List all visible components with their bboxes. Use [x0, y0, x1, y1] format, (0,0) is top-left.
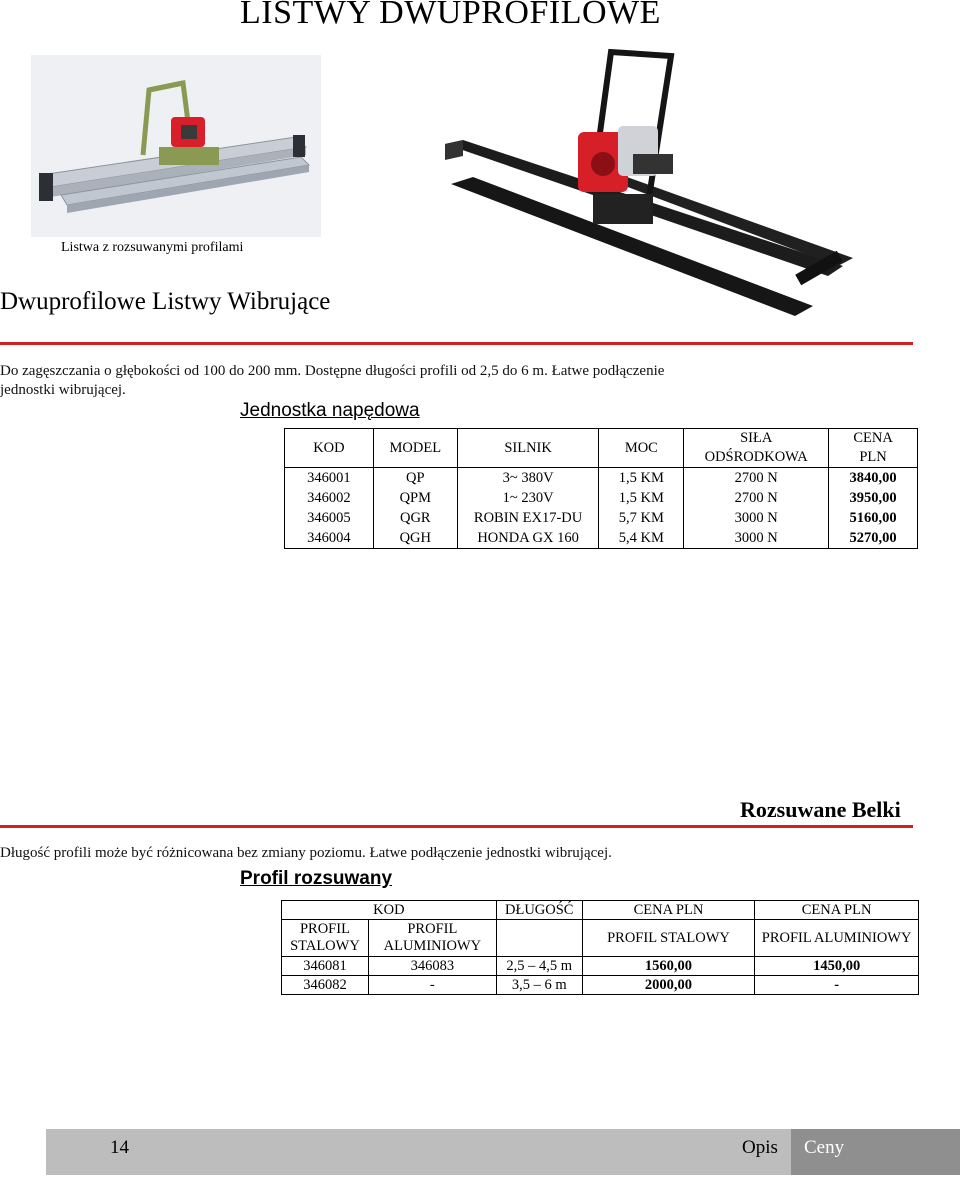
- photo-caption: Listwa z rozsuwanymi profilami: [61, 240, 244, 255]
- table-subtitle: Profil rozsuwany: [240, 868, 393, 889]
- table-row: 346001 QP 3~ 380V 1,5 KM 2700 N 3840,00: [285, 468, 918, 489]
- table-row: 346005 QGR ROBIN EX17-DU 5,7 KM 3000 N 5160,00: [285, 508, 918, 528]
- divider: [0, 825, 913, 828]
- table-row: 346081 346083 2,5 – 4,5 m 1560,00 1450,00: [282, 957, 919, 976]
- screed-machine-illustration-black: [443, 44, 855, 329]
- table-row: 346004 QGH HONDA GX 160 5,4 KM 3000 N 5270,00: [285, 528, 918, 549]
- page-number: 14: [110, 1137, 129, 1158]
- column-header: DŁUGOŚĆ: [496, 901, 582, 920]
- divider: [0, 342, 913, 345]
- footer-opis-link[interactable]: Opis: [742, 1137, 778, 1158]
- column-header: PROFIL STALOWY: [282, 920, 369, 957]
- column-header: MODEL: [373, 429, 457, 468]
- column-header: CENA PLN: [829, 429, 918, 468]
- product-photo-right: [443, 44, 855, 329]
- table-header-row: [282, 920, 919, 957]
- column-header: CENA PLN: [755, 901, 919, 920]
- column-header: PROFIL ALUMINIOWY: [368, 920, 496, 957]
- table-header-row: [285, 429, 918, 468]
- column-header: PROFIL ALUMINIOWY: [755, 920, 919, 957]
- column-header: SILNIK: [457, 429, 599, 468]
- section-description: Do zagęszczania o głębokości od 100 do 200 mm. Dostępne długości profili od 2,5 do 6 m. Łatwe podłączenie jednostki wibrującej.: [0, 363, 665, 398]
- section-description: Długość profili może być różnicowana bez zmiany poziomu. Łatwe podłączenie jednostki wibrującej.: [0, 845, 612, 861]
- column-header: PROFIL STALOWY: [582, 920, 755, 957]
- column-header: MOC: [599, 429, 684, 468]
- table-subtitle: Jednostka napędowa: [240, 400, 420, 421]
- column-header: CENA PLN: [582, 901, 755, 920]
- screed-machine-illustration-silver: [31, 55, 321, 237]
- column-header: KOD: [285, 429, 374, 468]
- footer-ceny-link[interactable]: Ceny: [804, 1137, 845, 1158]
- section-heading-2: Rozsuwane Belki: [740, 797, 901, 822]
- profile-table: [281, 900, 919, 995]
- table-row: 346002 QPM 1~ 230V 1,5 KM 2700 N 3950,00: [285, 488, 918, 508]
- table-row: 346082 - 3,5 – 6 m 2000,00 -: [282, 976, 919, 995]
- product-photo-left: [31, 55, 321, 237]
- column-header: [496, 920, 582, 957]
- drive-unit-table: [284, 428, 918, 549]
- page-title: LISTWY DWUPROFILOWE: [240, 0, 661, 31]
- column-header: SIŁA ODŚRODKOWA: [684, 429, 829, 468]
- column-header: KOD: [282, 901, 497, 920]
- table-header-row: [282, 901, 919, 920]
- section-heading: Dwuprofilowe Listwy Wibrujące: [0, 288, 331, 315]
